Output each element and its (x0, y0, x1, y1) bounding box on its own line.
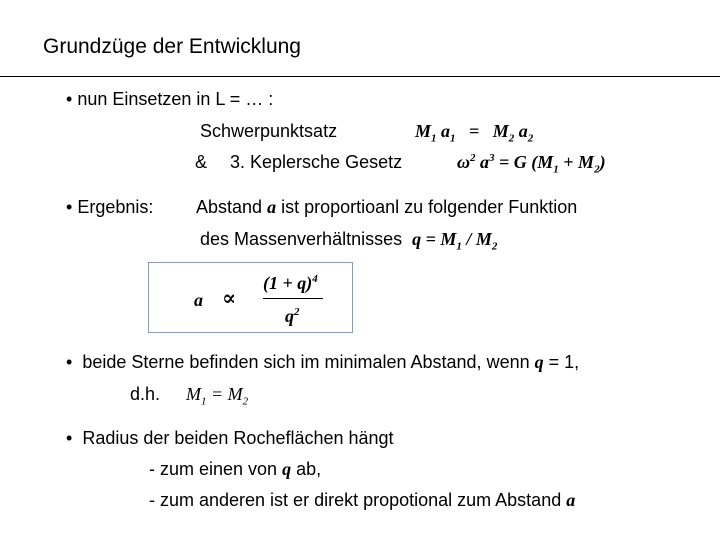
bullet-1 (66, 89, 273, 110)
bullet-icon: • (66, 428, 73, 448)
dh-label: d.h. (130, 384, 161, 404)
equal-mass-formula: $M_1 = M_2$ (186, 384, 249, 408)
sub-item-2: - zum anderen ist er direkt propotional zum Abstand a (149, 490, 576, 510)
ampersand: & (195, 152, 208, 172)
kepler-label: 3. Keplersche Gesetz (230, 152, 403, 172)
bullet-icon: • (66, 352, 73, 372)
fraction-bar (263, 298, 323, 299)
sub-item-1: - zum einen von q ab, (149, 459, 322, 479)
bullet-3: • beide Sterne befinden sich im minimalen Abstand, wenn q = 1, (66, 352, 580, 372)
ergebnis-text-2: des Massenverhältnisses $q = M_1 / M_2$ (200, 229, 498, 253)
kepler-formula: $\omega^2$ $a^3 = G$ $(M_1 + M_2)$ (457, 152, 606, 176)
schwerpunktsatz-formula: $M_1$ $a_1$ = $M_2$ $a_2$ (415, 121, 534, 145)
formula-denominator: $q^2$ (285, 306, 300, 326)
mass-ratio-formula: $q = M_1 / M_2$ (412, 229, 498, 253)
bullet-2 (66, 197, 153, 218)
bullet-icon: • (66, 89, 73, 109)
ergebnis-label: Ergebnis: (77, 197, 154, 217)
schwerpunktsatz-label: Schwerpunktsatz (200, 121, 338, 141)
formula-lhs: a (194, 290, 203, 310)
page-title: Grundzüge der Entwicklung (43, 35, 301, 58)
bullet-4: • Radius der beiden Rocheflächen hängt (66, 428, 394, 448)
title-divider (0, 76, 720, 77)
ergebnis-text-1: Abstand a ist proportioanl zu folgender Funktion (196, 197, 578, 217)
proportional-icon: ∝ (222, 285, 237, 310)
bullet-1-text: nun Einsetzen in L = … : (77, 89, 274, 109)
bullet-icon: • (66, 197, 73, 217)
formula-numerator: $(1 + q)^4$ (263, 273, 318, 293)
